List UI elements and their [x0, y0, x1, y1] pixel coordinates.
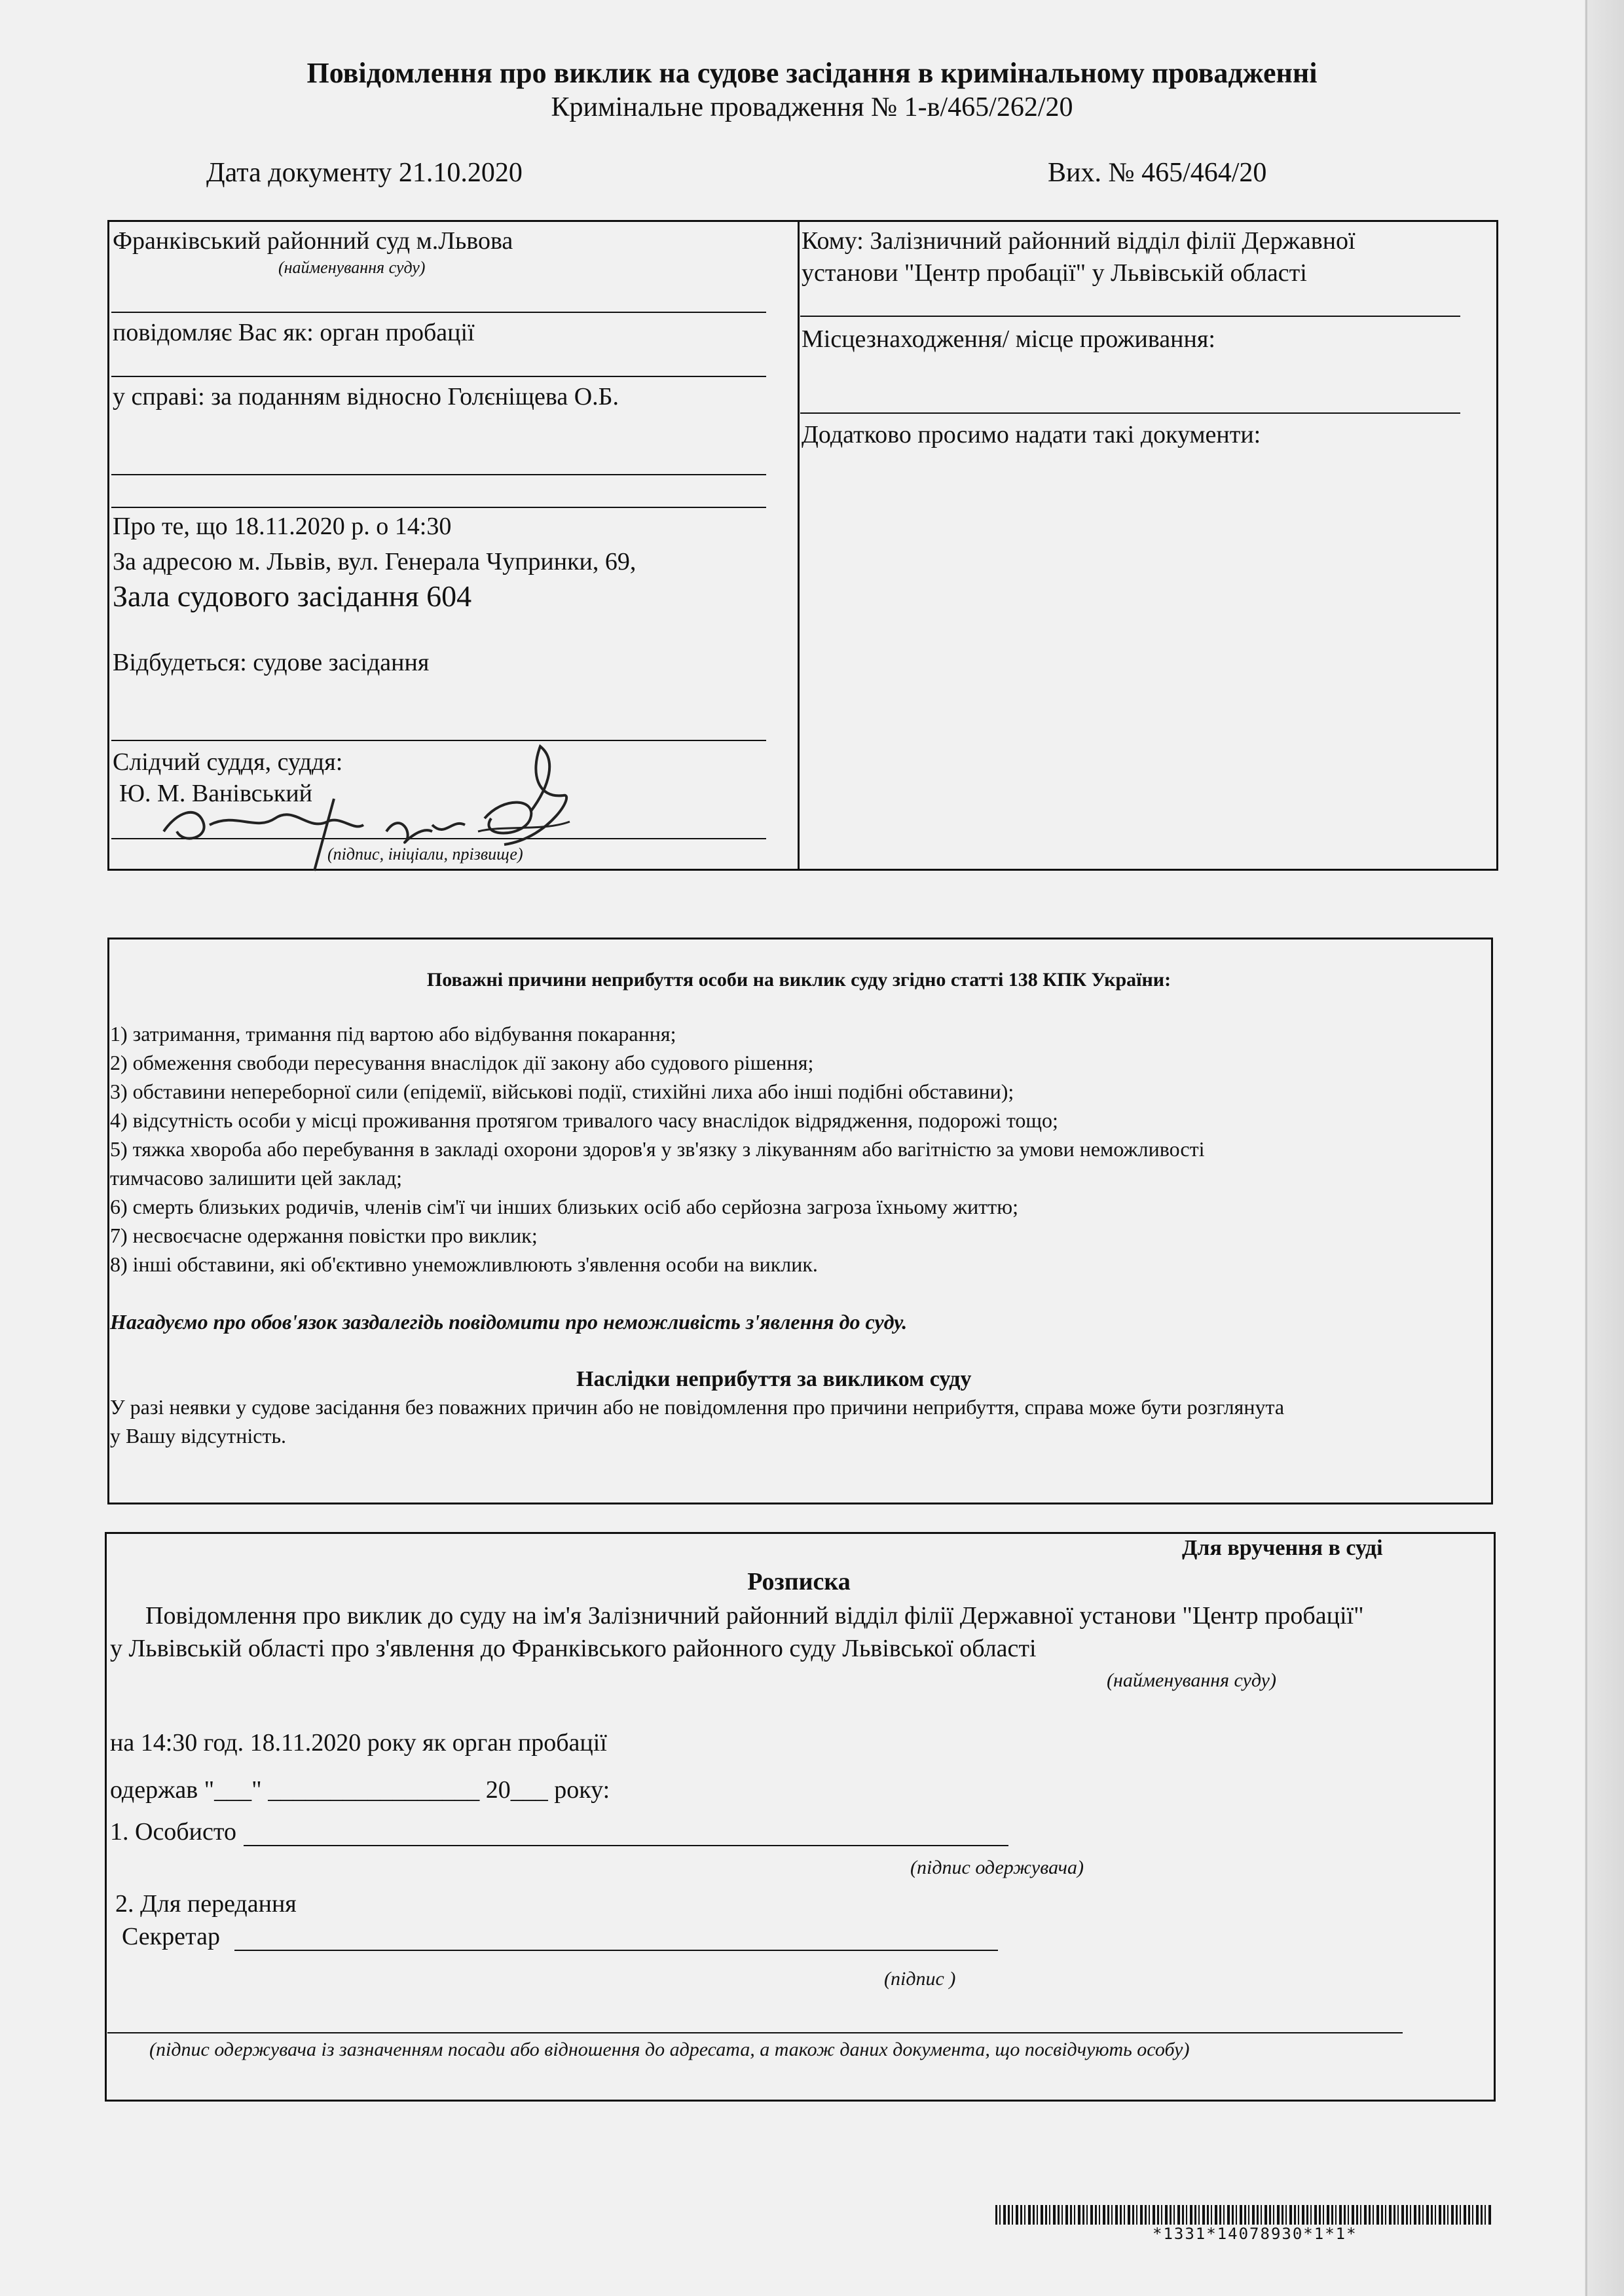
consequences-text-1: У разі неявки у судове засідання без поважних причин або не повідомлення про причини неприбуття, справа може бути розглянута [110, 1395, 1285, 1419]
receipt-line-1: Повідомлення про виклик до суду на ім'я Залізничний районний відділ філії Державної установи "Центр пробації" [145, 1602, 1364, 1630]
court-caption: (найменування суду) [278, 258, 426, 277]
for-transfer-label: 2. Для передання [115, 1890, 297, 1918]
receipt-line-2: у Львівській області про з'явлення до Франківського районного суду Львівської області [110, 1635, 1037, 1662]
outgoing-number: Вих. № 465/464/20 [1048, 158, 1267, 188]
reason-item-4: 4) відсутність особи у місці проживання протягом тривалого часу внаслідок відрядження, подорожі тощо; [110, 1108, 1058, 1132]
recipient: Кому: Залізничний районний відділ філії Державної установи "Центр пробації" у Львівській області [802, 227, 1356, 287]
bottom-caption: (підпис одержувача із зазначенням посади або відношення до адресата, а також даних документа, що посвідчують особу) [149, 2039, 1190, 2060]
court-name: Франківський районний суд м.Львова [113, 227, 513, 255]
for-court-label: Для вручення в суді [1182, 1536, 1383, 1560]
rule [111, 376, 766, 377]
barcode [995, 2205, 1493, 2225]
secretary-signature-caption: (підпис ) [884, 1968, 956, 1990]
receipt-court-caption: (найменування суду) [1107, 1669, 1276, 1691]
reason-item-3: 3) обставини непереборної сили (епідемії, військові події, стихійні лиха або інші подібні обставини); [110, 1080, 1014, 1103]
reason-item-8: 8) інші обставини, які об'єктивно унеможливлюють з'явлення особи на виклик. [110, 1252, 818, 1276]
event-type: Відбудеться: судове засідання [113, 649, 430, 676]
judge-label: Слідчий суддя, суддя: [113, 748, 343, 776]
location-label: Місцезнаходження/ місце проживання: [802, 325, 1215, 353]
rule [111, 507, 766, 508]
handwritten-signature [138, 733, 596, 877]
document-date: Дата документу 21.10.2020 [206, 158, 523, 188]
hearing-time: Про те, що 18.11.2020 р. о 14:30 [113, 513, 452, 540]
reason-item-7: 7) несвоєчасне одержання повістки про виклик; [110, 1224, 538, 1247]
receipt-title: Розписка [747, 1568, 851, 1595]
hearing-hall: Зала судового засідання 604 [113, 579, 472, 613]
bottom-signature-rule [107, 2032, 1403, 2033]
reason-item-2: 2) обмеження свободи пересування внаслідок дії закону або судового рішення; [110, 1051, 814, 1074]
personally-signature-rule [244, 1845, 1008, 1846]
signature-caption: (підпис, ініціали, прізвище) [327, 845, 523, 864]
secretary-signature-rule [234, 1950, 998, 1951]
reason-item-6: 6) смерть близьких родичів, членів сім'ї чи інших близьких осіб або серйозна загроза їхньому життю; [110, 1195, 1019, 1218]
received-line: одержав "___" _________________ 20___ року: [110, 1776, 610, 1804]
reason-item-5: 5) тяжка хвороба або перебування в закладі охорони здоров'я у зв'язку з лікуванням або вагітністю за умови неможливості [110, 1137, 1205, 1161]
barcode-number: *1331*14078930*1*1* [1153, 2225, 1357, 2243]
rule [111, 312, 766, 313]
documents-label: Додатково просимо надати такі документи: [802, 421, 1261, 448]
rule [800, 412, 1460, 414]
document-title: Повідомлення про виклик на судове засідання в кримінальному провадженні [306, 57, 1318, 89]
case-number: Кримінальне провадження № 1-в/465/262/20 [551, 92, 1073, 122]
secretary-label: Секретар [122, 1923, 220, 1950]
rule [800, 316, 1460, 317]
consequences-text-2: у Вашу відсутність. [110, 1424, 287, 1448]
judge-name: Ю. М. Ванівський [119, 780, 313, 807]
scan-edge [1585, 0, 1624, 2296]
column-divider [798, 220, 800, 871]
reminder: Нагадуємо про обов'язок заздалегідь повідомити про неможливість з'явлення до суду. [110, 1310, 908, 1334]
rule [111, 474, 766, 475]
reasons-heading: Поважні причини неприбуття особи на виклик суду згідно статті 138 КПК України: [426, 969, 1172, 991]
notifies-as: повідомляє Вас як: орган пробації [113, 319, 475, 346]
case-subject: у справі: за поданням відносно Голєніщева О.Б. [113, 383, 619, 410]
receipt-time-line: на 14:30 год. 18.11.2020 року як орган пробації [110, 1729, 607, 1757]
recipient-signature-caption: (підпис одержувача) [910, 1857, 1084, 1878]
scan-line [1585, 0, 1587, 2296]
hearing-address: За адресою м. Львів, вул. Генерала Чупринки, 69, [113, 548, 637, 575]
reason-item-1: 1) затримання, тримання під вартою або відбування покарання; [110, 1022, 676, 1046]
consequences-heading: Наслідки неприбуття за викликом суду [576, 1367, 972, 1391]
personally-label: 1. Особисто [110, 1818, 236, 1846]
reason-item-5-cont: тимчасово залишити цей заклад; [110, 1166, 403, 1190]
